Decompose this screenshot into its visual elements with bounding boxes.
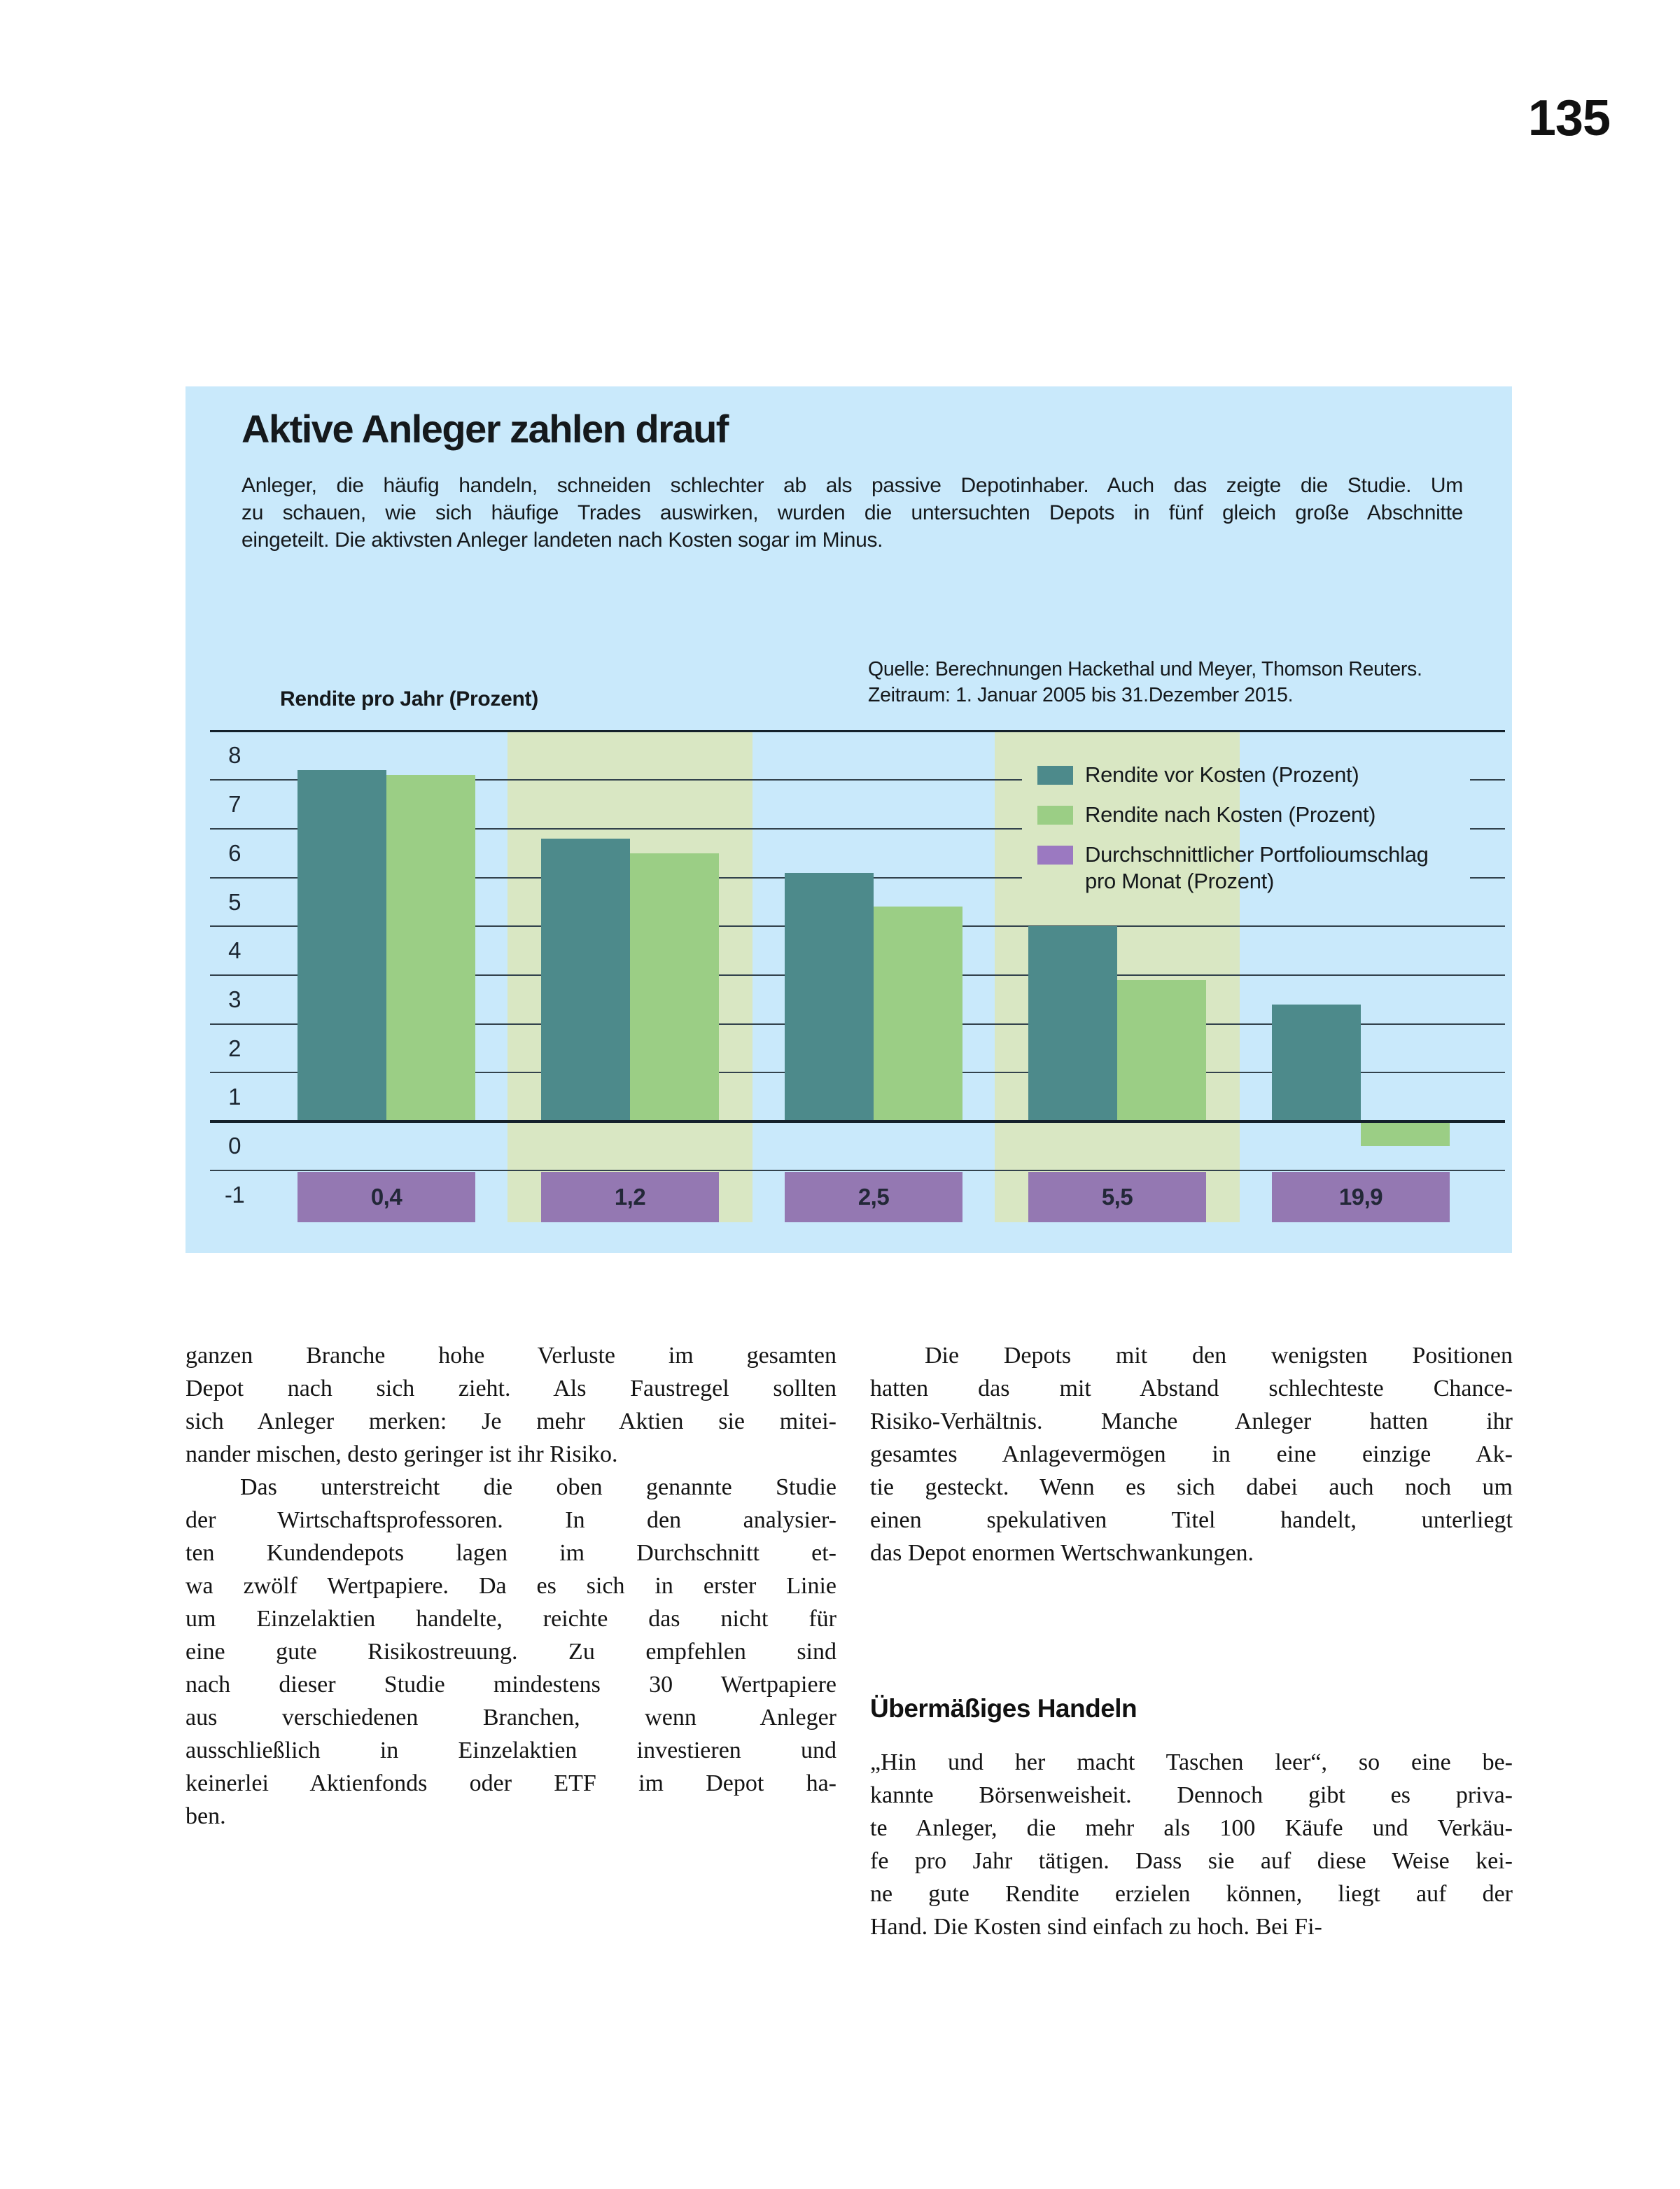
body-text-line: sich Anleger merken: Je mehr Aktien sie mitei- (186, 1408, 836, 1434)
body-text-line: keinerlei Aktienfonds oder ETF im Depot ha- (186, 1770, 836, 1796)
body-text-line: der Wirtschaftsprofessoren. In den analysier- (186, 1507, 836, 1533)
bar-before-costs (1028, 926, 1117, 1121)
y-tick-label: 5 (228, 888, 241, 915)
bar-after-costs (1361, 1121, 1450, 1146)
body-text-line: ne gute Rendite erzielen können, liegt auf der (870, 1881, 1513, 1907)
y-tick-label: 1 (228, 1084, 241, 1110)
legend-label-line: Rendite nach Kosten (Prozent) (1085, 802, 1376, 827)
body-text-line: hatten das mit Abstand schlechteste Chance- (870, 1376, 1513, 1401)
y-tick-label: 3 (228, 986, 241, 1012)
legend-label (1085, 762, 1505, 788)
bar-chart (186, 386, 1512, 1253)
zero-axis-line (210, 1120, 1505, 1123)
y-tick-label: 0 (228, 1133, 241, 1159)
body-text-line: ben. (186, 1803, 226, 1829)
body-text-line: um Einzelaktien handelte, reichte das nicht für (186, 1606, 836, 1632)
y-tick-label: 8 (228, 742, 241, 769)
bar-before-costs (541, 839, 630, 1121)
section-heading: Übermäßiges Handeln (870, 1694, 1138, 1723)
article-column-right (870, 1339, 1513, 1943)
page-number: 135 (1527, 90, 1610, 146)
body-text-line: ten Kundendepots lagen im Durchschnitt et- (186, 1540, 836, 1566)
body-text-line: wa zwölf Wertpapiere. Da es sich in erster Linie (186, 1573, 836, 1599)
source-note-line: Quelle: Berechnungen Hackethal und Meyer, Thomson Reuters. (868, 658, 1422, 680)
legend-label-line: pro Monat (Prozent) (1085, 869, 1274, 893)
body-text-line: nach dieser Studie mindestens 30 Wertpapiere (186, 1672, 836, 1698)
article-column-left (186, 1339, 836, 1833)
turnover-bar: 1,2 (541, 1172, 719, 1222)
y-tick-label: 6 (228, 839, 241, 866)
body-text-line: eine gute Risikostreuung. Zu empfehlen sind (186, 1639, 836, 1665)
body-text-line: Hand. Die Kosten sind einfach zu hoch. Bei Fi- (870, 1914, 1322, 1940)
body-text-line: Die Depots mit den wenigsten Positionen (925, 1343, 1513, 1369)
y-axis-title: Rendite pro Jahr (Prozent) (280, 687, 538, 711)
bar-after-costs (386, 775, 475, 1121)
y-tick-label: 7 (228, 791, 241, 818)
source-note-line: Zeitraum: 1. Januar 2005 bis 31.Dezember 2015. (868, 684, 1294, 706)
turnover-bar: 5,5 (1028, 1172, 1206, 1222)
body-text-line: ganzen Branche hohe Verluste im gesamten (186, 1343, 836, 1369)
infographic-panel (186, 386, 1512, 1253)
legend-swatch-turnover (1037, 846, 1073, 865)
legend-label-line: Durchschnittlicher Portfolioumschlag (1085, 842, 1429, 867)
body-text-line: aus verschiedenen Branchen, wenn Anleger (186, 1705, 836, 1730)
body-text-line: Depot nach sich zieht. Als Faustregel sollten (186, 1376, 836, 1401)
body-text-line: nander mischen, desto geringer ist ihr Risiko. (186, 1441, 618, 1467)
turnover-bar: 19,9 (1272, 1172, 1450, 1222)
bar-before-costs (785, 873, 874, 1121)
infographic-title: Aktive Anleger zahlen drauf (241, 407, 728, 451)
bar-after-costs (630, 853, 719, 1121)
bar-after-costs (1117, 980, 1206, 1121)
body-text-line: tie gesteckt. Wenn es sich dabei auch noch um (870, 1474, 1513, 1500)
legend-swatch-before-costs (1037, 766, 1073, 785)
gridline (1470, 828, 1505, 830)
body-text-line: ausschließlich in Einzelaktien investieren und (186, 1737, 836, 1763)
body-text-line: das Depot enormen Wertschwankungen. (870, 1540, 1254, 1566)
legend-swatch-after-costs (1037, 806, 1073, 825)
y-tick-label: 2 (228, 1035, 241, 1061)
legend-label (1085, 802, 1505, 828)
body-text-line: „Hin und her macht Taschen leer“, so eine be- (870, 1749, 1513, 1775)
bar-before-costs (1272, 1005, 1361, 1121)
body-text-line: kannte Börsenweisheit. Dennoch gibt es priva- (870, 1782, 1513, 1808)
body-text-line: gesamtes Anlagevermögen in eine einzige Ak- (870, 1441, 1513, 1467)
body-text-line: Risiko-Verhältnis. Manche Anleger hatten ihr (870, 1408, 1513, 1434)
legend-label-line: Rendite vor Kosten (Prozent) (1085, 762, 1359, 787)
y-tick-label: 4 (228, 937, 241, 964)
body-text-line: te Anleger, die mehr als 100 Käufe und Verkäu- (870, 1815, 1513, 1841)
infographic-intro-line: eingeteilt. Die aktivsten Anleger landeten nach Kosten sogar im Minus. (241, 529, 883, 552)
turnover-bar: 2,5 (785, 1172, 962, 1222)
gridline (210, 1170, 1505, 1171)
infographic-intro-line: Anleger, die häufig handeln, schneiden schlechter ab als passive Depotinhaber. Auch das zeigte die Studie. Um (241, 474, 1463, 497)
bar-after-costs (874, 907, 962, 1121)
gridline (210, 730, 1505, 732)
infographic-intro-line: zu schauen, wie sich häufige Trades auswirken, wurden die untersuchten Depots in fünf gleich große Abschnitte (241, 501, 1463, 524)
body-text-line: einen spekulativen Titel handelt, unterliegt (870, 1507, 1513, 1533)
y-tick-label: -1 (224, 1181, 245, 1208)
legend-label (1085, 841, 1505, 895)
turnover-bar: 0,4 (298, 1172, 475, 1222)
bar-before-costs (298, 770, 386, 1121)
body-text-line: fe pro Jahr tätigen. Dass sie auf diese Weise kei- (870, 1848, 1513, 1874)
body-text-line: Das unterstreicht die oben genannte Studie (240, 1474, 836, 1500)
